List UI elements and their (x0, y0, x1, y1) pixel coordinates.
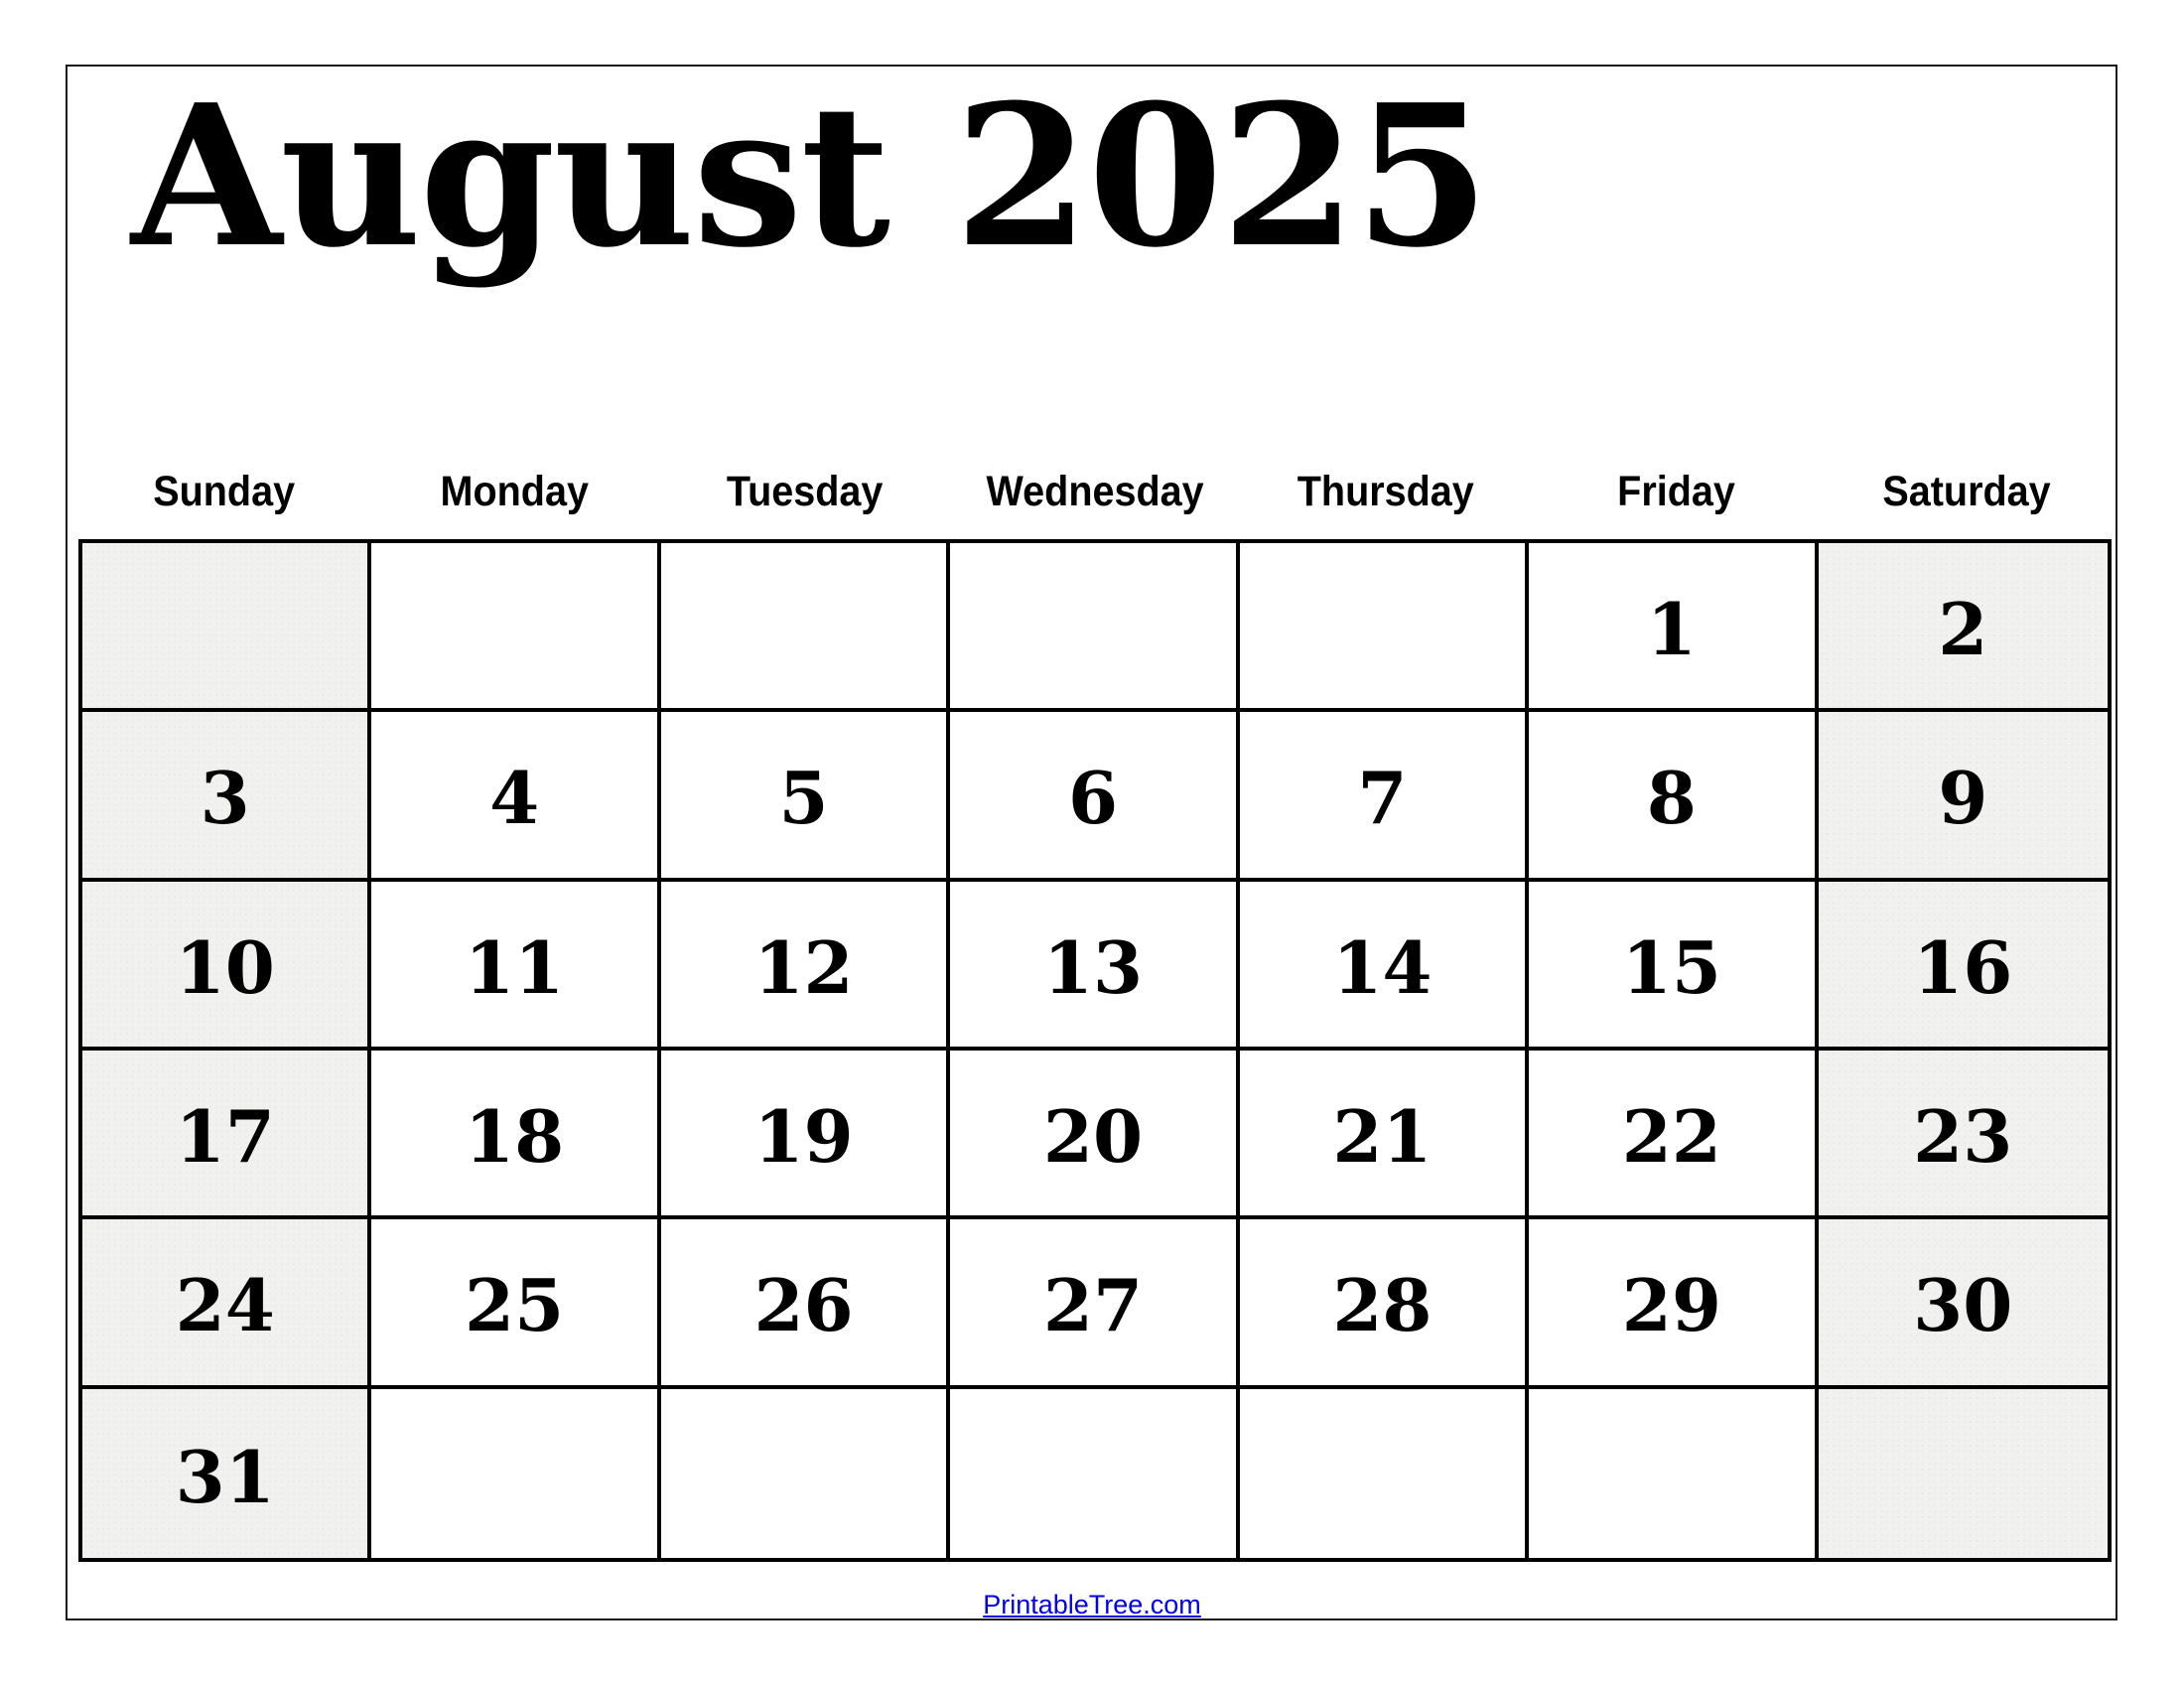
calendar-cell-day-28 (1240, 1219, 1529, 1388)
calendar-cell-day-3 (82, 712, 371, 881)
date-number: 1 (1646, 587, 1697, 672)
calendar-cell-day-6 (950, 712, 1239, 881)
calendar-cell-empty (950, 543, 1239, 712)
date-number: 14 (1332, 924, 1433, 1010)
calendar-cell-empty (1819, 1389, 2108, 1558)
date-number: 21 (1332, 1094, 1433, 1180)
weekday-header-wednesday (950, 468, 1241, 515)
weekday-header-row (78, 468, 2112, 515)
weekday-label: Wednesday (986, 468, 1204, 515)
date-number: 30 (1913, 1263, 2013, 1348)
date-number: 25 (465, 1263, 565, 1348)
weekday-header-thursday (1240, 468, 1531, 515)
date-number: 24 (175, 1263, 275, 1348)
date-number: 23 (1913, 1094, 2013, 1180)
date-number: 26 (753, 1263, 854, 1348)
calendar-cell-day-7 (1240, 712, 1529, 881)
date-number: 13 (1042, 924, 1144, 1010)
calendar-cell-empty (82, 543, 371, 712)
calendar-cell-day-11 (371, 882, 660, 1051)
calendar-cell-day-15 (1529, 882, 1818, 1051)
calendar-cell-empty (950, 1389, 1239, 1558)
date-number: 17 (175, 1094, 275, 1180)
calendar-cell-day-29 (1529, 1219, 1818, 1388)
date-number: 29 (1621, 1263, 1721, 1348)
calendar-cell-empty (371, 1389, 660, 1558)
calendar-cell-day-19 (661, 1051, 950, 1219)
calendar-cell-day-31 (82, 1389, 371, 1558)
calendar-cell-day-12 (661, 882, 950, 1051)
date-number: 12 (753, 924, 854, 1010)
date-number: 11 (465, 924, 565, 1010)
date-number: 10 (175, 924, 275, 1010)
date-number: 5 (778, 756, 829, 841)
calendar-title: August 2025 (131, 63, 1488, 291)
weekday-label: Thursday (1297, 468, 1474, 515)
calendar-cell-day-23 (1819, 1051, 2108, 1219)
calendar-cell-day-2 (1819, 543, 2108, 712)
footer-link[interactable]: PrintableTree.com (983, 1590, 1201, 1619)
calendar-cell-day-9 (1819, 712, 2108, 881)
weekday-header-saturday (1821, 468, 2112, 515)
weekday-label: Sunday (152, 468, 295, 515)
weekday-label: Tuesday (726, 468, 884, 515)
calendar-cell-day-30 (1819, 1219, 2108, 1388)
weekday-label: Friday (1616, 468, 1735, 515)
weekday-header-friday (1531, 468, 1822, 515)
calendar-cell-day-18 (371, 1051, 660, 1219)
date-number: 2 (1938, 587, 1988, 672)
date-number: 31 (175, 1434, 275, 1519)
date-number: 7 (1357, 756, 1408, 841)
date-number: 28 (1332, 1263, 1433, 1348)
date-number: 6 (1067, 756, 1119, 841)
weekday-header-monday (369, 468, 660, 515)
weekday-label: Saturday (1882, 468, 2051, 515)
calendar-cell-day-5 (661, 712, 950, 881)
calendar-cell-day-13 (950, 882, 1239, 1051)
date-number: 4 (489, 756, 540, 841)
footer (67, 1590, 2117, 1620)
date-number: 15 (1621, 924, 1721, 1010)
calendar-cell-day-25 (371, 1219, 660, 1388)
weekday-header-tuesday (659, 468, 950, 515)
date-number: 18 (465, 1094, 565, 1180)
calendar-cell-day-8 (1529, 712, 1818, 881)
calendar-cell-day-20 (950, 1051, 1239, 1219)
calendar-cell-empty (1240, 1389, 1529, 1558)
weekday-label: Monday (440, 468, 589, 515)
calendar-cell-day-1 (1529, 543, 1818, 712)
calendar-cell-day-4 (371, 712, 660, 881)
calendar-cell-day-26 (661, 1219, 950, 1388)
calendar-cell-day-27 (950, 1219, 1239, 1388)
date-number: 22 (1621, 1094, 1721, 1180)
date-number: 9 (1938, 756, 1988, 841)
calendar-cell-day-21 (1240, 1051, 1529, 1219)
date-number: 8 (1646, 756, 1697, 841)
calendar-cell-empty (1529, 1389, 1818, 1558)
calendar-cell-day-14 (1240, 882, 1529, 1051)
date-number: 19 (753, 1094, 854, 1180)
date-number: 20 (1042, 1094, 1144, 1180)
date-number: 3 (200, 756, 250, 841)
date-number: 27 (1042, 1263, 1144, 1348)
calendar-cell-day-24 (82, 1219, 371, 1388)
calendar-cell-empty (661, 543, 950, 712)
calendar-cell-empty (371, 543, 660, 712)
calendar-cell-day-17 (82, 1051, 371, 1219)
calendar-cell-day-22 (1529, 1051, 1818, 1219)
calendar-cell-empty (1240, 543, 1529, 712)
calendar-cell-empty (661, 1389, 950, 1558)
date-number: 16 (1913, 924, 2013, 1010)
calendar-grid (78, 539, 2112, 1562)
calendar-cell-day-16 (1819, 882, 2108, 1051)
weekday-header-sunday (78, 468, 369, 515)
calendar-cell-day-10 (82, 882, 371, 1051)
